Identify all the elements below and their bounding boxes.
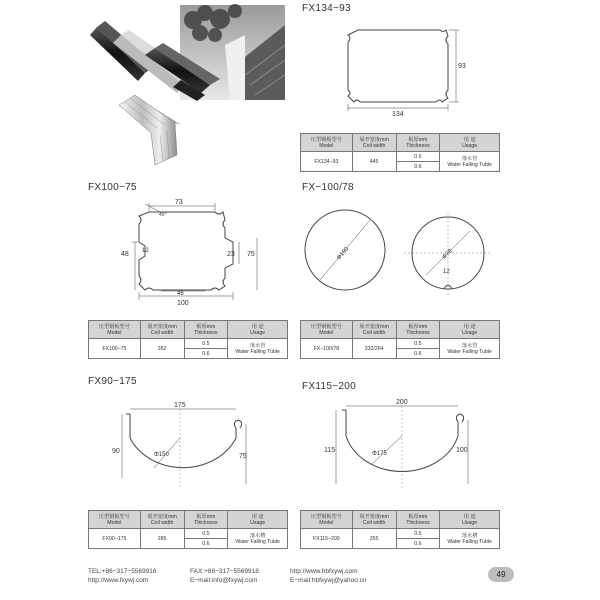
dim-134: 134 (392, 111, 404, 118)
footer-contact-1 (88, 567, 157, 585)
dim-45deg: 45° (159, 212, 167, 218)
profile-title-fx115-200: FX115−200 (302, 381, 356, 392)
spec-table-fx90-175 (88, 510, 288, 549)
profile-title-fx100-75: FX100−75 (88, 182, 137, 193)
cell-usage-en: Water Falling Tuble (447, 161, 492, 168)
cell-thick-1: 0.5 (184, 529, 228, 539)
hd-thick-en: Thickness (406, 519, 430, 526)
gutter-outline (346, 410, 464, 472)
hd-usage-en: Usage (462, 329, 478, 336)
hd-coil-cn: 展开宽度mm (147, 513, 177, 520)
hd-coil-en: Coil width (150, 519, 174, 526)
drawing-fx100-78 (300, 205, 500, 305)
hd-model-cn: 压型钢板型号 (98, 513, 130, 520)
dim-phi175: Φ175 (372, 451, 387, 457)
gutter-outline (130, 414, 242, 468)
footer-fax: FAX:+86−317−5569918 (190, 568, 259, 575)
dim-23: 23 (227, 251, 235, 258)
hd-thick-cn: 板厚mm (408, 513, 428, 520)
dim-46: 46 (177, 291, 184, 297)
cell-usage-cn: 落水槽 (249, 532, 266, 539)
hd-thick-en: Thickness (406, 142, 430, 149)
hd-model-en: Model (107, 519, 122, 526)
cell-usage-en: Water Falling Tuble (447, 538, 492, 545)
cell-usage-cn: 落水管 (461, 342, 478, 349)
cell-usage-en: Water Falling Tuble (447, 348, 492, 355)
hd-model-cn: 压型钢板型号 (98, 323, 130, 330)
profile-title-fx100-78: FX−100/78 (302, 182, 354, 193)
hd-thick-cn: 板厚mm (408, 323, 428, 330)
cell-model: FX90−175 (89, 529, 141, 549)
hd-thick-en: Thickness (194, 519, 218, 526)
cell-thick-2: 0.6 (396, 539, 440, 549)
cell-coil: 285 (140, 529, 184, 549)
spec-table-fx100-75 (88, 320, 288, 359)
hd-usage-cn: 用 途 (463, 513, 476, 520)
footer-web-2[interactable]: http://www.hbfxywj.com (290, 568, 358, 575)
dim-12: 12 (443, 269, 450, 275)
hd-usage-cn: 用 途 (463, 136, 476, 143)
hd-usage-en: Usage (250, 519, 266, 526)
footer-web-1[interactable]: http://www.fxywj.com (88, 577, 149, 584)
footer-contact-2 (190, 567, 259, 585)
hd-model-cn: 压型钢板型号 (310, 323, 342, 330)
dim-200: 200 (396, 399, 408, 406)
cell-coil: 352 (140, 339, 184, 359)
drawing-fx134 (330, 18, 480, 118)
footer-email-1[interactable]: E−mail:info@fxywj.com (190, 577, 258, 584)
hd-thick-cn: 板厚mm (408, 136, 428, 143)
dim-48: 48 (121, 251, 129, 258)
cell-usage-en: Water Falling Tuble (235, 348, 280, 355)
hd-coil-cn: 展开宽度mm (359, 513, 389, 520)
cell-model: FX134−93 (301, 152, 353, 172)
dim-115: 115 (324, 447, 336, 454)
footer-email-2[interactable]: E−mail:hbfxywj@yahoo.cn (290, 577, 367, 584)
cell-thick-1: 0.5 (396, 339, 440, 349)
dim-100: 100 (456, 447, 468, 454)
hd-thick-en: Thickness (194, 329, 218, 336)
cell-coil: 355 (352, 529, 396, 549)
footer-tel: TEL:+86−317−5569916 (88, 568, 157, 575)
hd-thick-cn: 板厚mm (196, 513, 216, 520)
cell-thick-1: 0.5 (184, 339, 228, 349)
hd-usage-cn: 用 途 (251, 513, 264, 520)
dim-12: 12 (142, 248, 149, 254)
profile-title-fx134: FX134−93 (302, 3, 351, 14)
cell-thick-2: 0.6 (396, 349, 440, 359)
drawing-fx100-75 (115, 194, 265, 309)
cell-thick-2: 0.6 (184, 349, 228, 359)
page-number-badge: 49 (488, 567, 514, 582)
cell-thick-2: 0.6 (396, 162, 440, 172)
cell-model: FX100−75 (89, 339, 141, 359)
cell-usage-cn: 落水管 (249, 342, 266, 349)
dim-175: 175 (174, 402, 186, 409)
hd-coil-cn: 展开宽度mm (359, 136, 389, 143)
profile-outline (139, 212, 233, 290)
dim-75: 75 (247, 251, 255, 258)
hd-model-en: Model (319, 329, 334, 336)
hd-usage-en: Usage (250, 329, 266, 336)
drawing-fx115-200 (312, 398, 477, 498)
cell-model: FX115−200 (301, 529, 353, 549)
cell-usage-cn: 落水槽 (461, 532, 478, 539)
cell-thick-1: 0.5 (396, 152, 440, 162)
hd-coil-en: Coil width (362, 329, 386, 336)
hd-usage-cn: 用 途 (463, 323, 476, 330)
cell-coil: 445 (352, 152, 396, 172)
cell-thick-2: 0.6 (184, 539, 228, 549)
dim-93: 93 (458, 63, 466, 70)
cell-coil: 332/264 (352, 339, 396, 359)
hd-coil-cn: 展开宽度mm (147, 323, 177, 330)
hd-model-en: Model (107, 329, 122, 336)
dim-phi100: Φ100 (336, 246, 351, 262)
dim-phi150: Φ150 (154, 452, 169, 458)
spec-table-fx115-200 (300, 510, 500, 549)
hd-thick-en: Thickness (406, 329, 430, 336)
dim-100: 100 (177, 300, 189, 307)
dim-90: 90 (112, 448, 120, 455)
hd-coil-en: Coil width (362, 519, 386, 526)
dim-75: 75 (239, 453, 247, 460)
dim-73: 73 (175, 199, 183, 206)
spec-table-fx134 (300, 133, 500, 172)
cell-thick-1: 0.5 (396, 529, 440, 539)
hd-coil-cn: 展开宽度mm (359, 323, 389, 330)
hd-coil-en: Coil width (150, 329, 174, 336)
hd-usage-en: Usage (462, 519, 478, 526)
hd-model-en: Model (319, 142, 334, 149)
cell-usage-cn: 落水管 (461, 155, 478, 162)
hd-model-cn: 压型钢板型号 (310, 513, 342, 520)
hd-usage-cn: 用 途 (251, 323, 264, 330)
dim-phi78: Φ78 (441, 248, 454, 261)
hd-usage-en: Usage (462, 142, 478, 149)
product-photo (85, 5, 285, 170)
hd-model-cn: 压型钢板型号 (310, 136, 342, 143)
hd-coil-en: Coil width (362, 142, 386, 149)
drawing-fx90-175 (110, 398, 260, 498)
hd-thick-cn: 板厚mm (196, 323, 216, 330)
cell-usage-en: Water Falling Tuble (235, 538, 280, 545)
spec-table-fx100-78 (300, 320, 500, 359)
profile-title-fx90-175: FX90−175 (88, 376, 137, 387)
profile-outline (348, 30, 448, 102)
hd-model-en: Model (319, 519, 334, 526)
footer-contact-3 (290, 567, 367, 585)
cell-model: FX−100/78 (301, 339, 353, 359)
